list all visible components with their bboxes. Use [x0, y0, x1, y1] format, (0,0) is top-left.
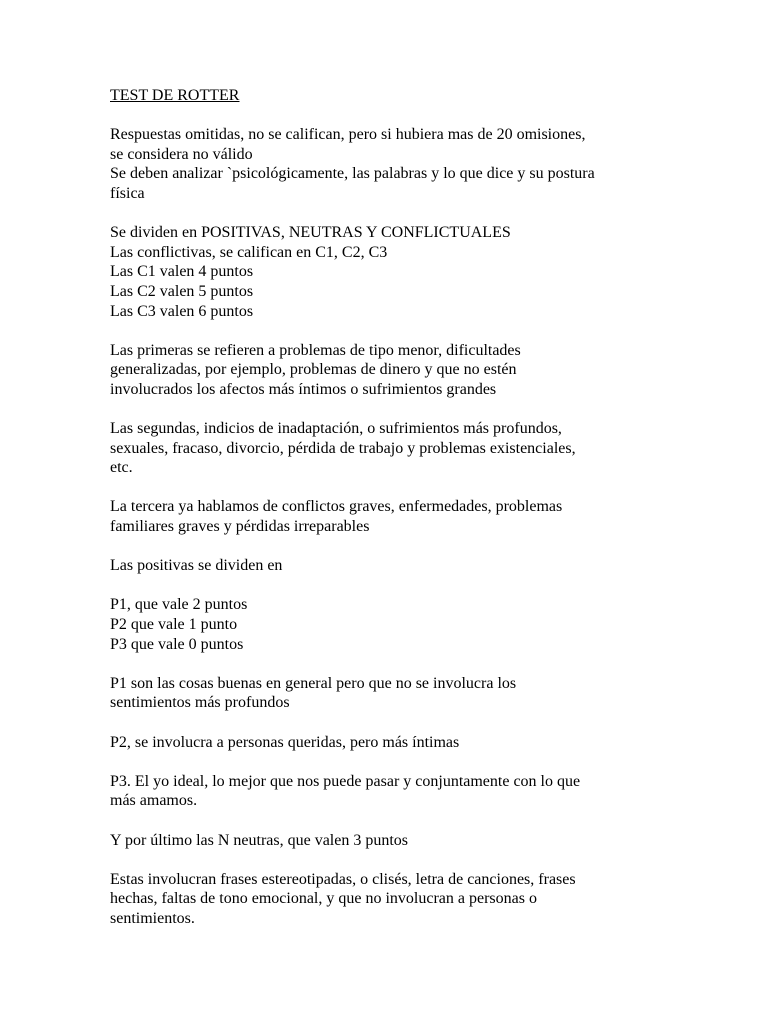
paragraph — [110, 125, 670, 203]
paragraph — [110, 870, 670, 929]
text-line: La tercera ya hablamos de conflictos graves, enfermedades, problemas — [110, 498, 563, 516]
text-line: etc. — [110, 459, 133, 477]
text-line: familiares graves y pérdidas irreparables — [110, 518, 370, 536]
paragraph — [110, 595, 670, 654]
text-line: Las C2 valen 5 puntos — [110, 282, 254, 300]
text-line: Las conflictivas, se califican en C1, C2, C3 — [110, 243, 388, 261]
paragraph — [110, 341, 670, 400]
paragraph — [110, 831, 670, 851]
text-line: hechas, faltas de tono emocional, y que no involucran a personas o — [110, 890, 537, 908]
paragraph — [110, 674, 670, 713]
paragraph — [110, 556, 670, 576]
document-title: TEST DE ROTTER — [110, 87, 240, 104]
text-line: P1 son las cosas buenas en general pero que no se involucra los — [110, 674, 517, 692]
text-line: P3. El yo ideal, lo mejor que nos puede pasar y conjuntamente con lo que — [110, 772, 581, 790]
text-line: Las positivas se dividen en — [110, 557, 283, 575]
text-line: P3 que vale 0 puntos — [110, 635, 244, 653]
text-line: sentimientos más profundos — [110, 694, 290, 712]
text-line: Y por último las N neutras, que valen 3 puntos — [110, 831, 409, 849]
paragraph — [110, 497, 670, 536]
text-line: más amamos. — [110, 792, 198, 810]
text-line: P1, que vale 2 puntos — [110, 596, 248, 614]
text-line: P2, se involucra a personas queridas, pero más íntimas — [110, 733, 460, 751]
paragraph — [110, 223, 670, 321]
text-line: involucrados los afectos más íntimos o sufrimientos grandes — [110, 380, 497, 398]
text-line: P2 que vale 1 punto — [110, 616, 238, 634]
paragraph — [110, 733, 670, 753]
text-line: sentimientos. — [110, 909, 195, 927]
text-line: Se dividen en POSITIVAS, NEUTRAS Y CONFLICTUALES — [110, 224, 511, 242]
text-line: Se deben analizar `psicológicamente, las palabras y lo que dice y su postura — [110, 165, 595, 183]
text-line: Las C1 valen 4 puntos — [110, 263, 254, 281]
text-line: Las segundas, indicios de inadaptación, o sufrimientos más profundos, — [110, 420, 562, 438]
document-page — [110, 86, 670, 948]
text-line: Respuestas omitidas, no se califican, pero si hubiera mas de 20 omisiones, — [110, 126, 586, 144]
text-line: Las primeras se refieren a problemas de tipo menor, dificultades — [110, 341, 521, 359]
text-line: generalizadas, por ejemplo, problemas de dinero y que no estén — [110, 361, 517, 379]
text-line: se considera no válido — [110, 145, 253, 163]
text-line: física — [110, 184, 145, 202]
text-line: sexuales, fracaso, divorcio, pérdida de trabajo y problemas existenciales, — [110, 439, 576, 457]
document-body — [110, 125, 670, 928]
paragraph — [110, 772, 670, 811]
paragraph — [110, 419, 670, 478]
text-line: Estas involucran frases estereotipadas, o clisés, letra de canciones, frases — [110, 870, 576, 888]
text-line: Las C3 valen 6 puntos — [110, 302, 254, 320]
